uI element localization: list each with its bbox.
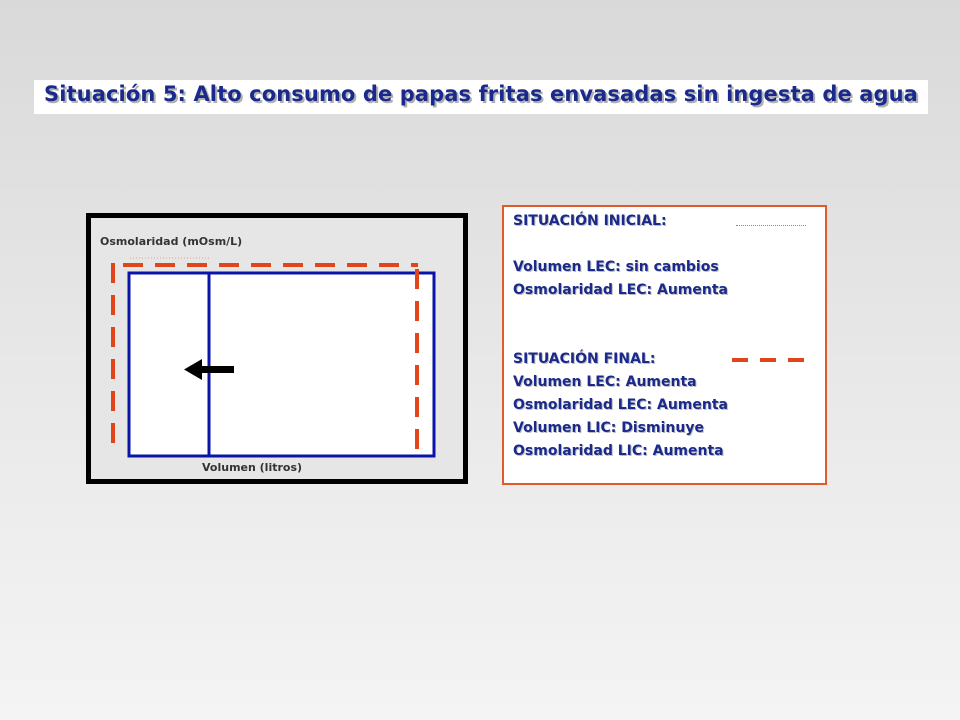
final-line: Osmolaridad LEC: Aumenta — [513, 397, 728, 413]
slide-title: Situación 5: Alto consumo de papas fritas envasadas sin ingesta de agua — [44, 82, 918, 106]
x-axis-label: Volumen (litros) — [202, 461, 303, 474]
final-line: Osmolaridad LIC: Aumenta — [513, 443, 724, 459]
osmolarity-volume-diagram — [86, 213, 468, 484]
situation-info-box — [502, 205, 827, 485]
initial-line: Osmolaridad LEC: Aumenta — [513, 282, 728, 298]
initial-heading: SITUACIÓN INICIAL: — [513, 213, 667, 229]
initial-legend-dotted — [736, 225, 806, 226]
final-line: Volumen LEC: Aumenta — [513, 374, 697, 390]
final-legend-dashed — [732, 357, 806, 363]
initial-line: Volumen LEC: sin cambios — [513, 259, 719, 275]
diagram-svg — [86, 213, 468, 484]
final-line: Volumen LIC: Disminuye — [513, 420, 704, 436]
initial-state-rect — [129, 273, 434, 456]
y-axis-label: Osmolaridad (mOsm/L) — [100, 235, 243, 248]
final-heading: SITUACIÓN FINAL: — [513, 351, 656, 367]
title-bar — [34, 80, 928, 114]
